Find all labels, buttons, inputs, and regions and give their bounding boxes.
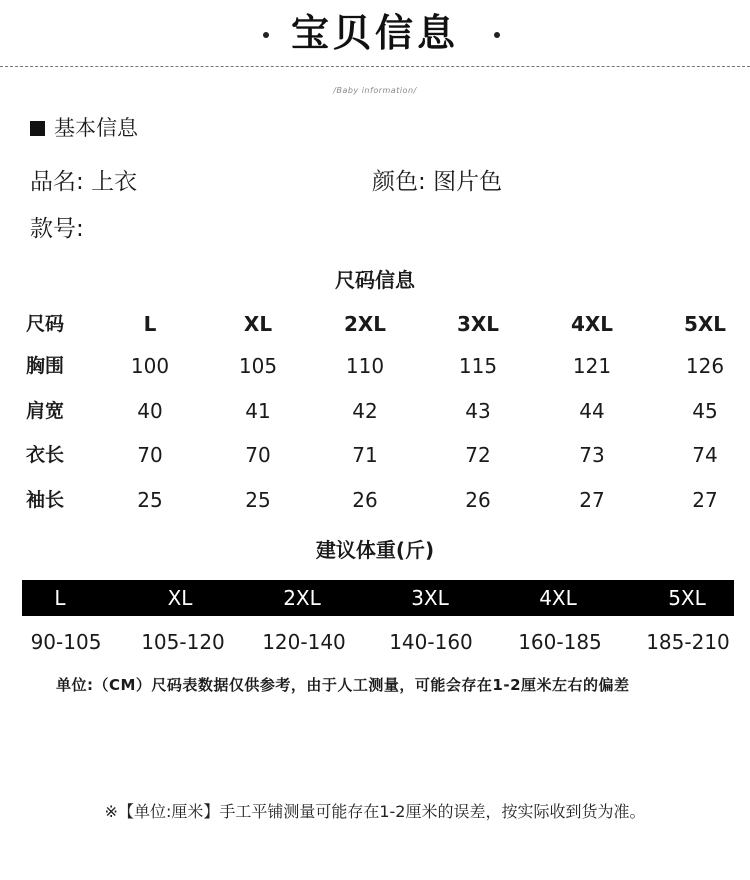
table-cell: 73 xyxy=(579,443,605,467)
row-label: 肩宽 xyxy=(26,400,65,422)
weight-range-cell: 90-105 xyxy=(30,630,102,654)
color-label: 颜色: xyxy=(372,169,426,195)
table-cell: 40 xyxy=(137,399,163,423)
table-row xyxy=(0,482,750,518)
row-label: 胸围 xyxy=(26,355,65,377)
size-header-cell: 5XL xyxy=(683,312,727,336)
table-cell: 45 xyxy=(692,399,718,423)
weight-size-cell: 2XL xyxy=(283,586,321,610)
weight-size-cell: 4XL xyxy=(539,586,577,610)
weight-range-cell: 140-160 xyxy=(389,630,473,654)
square-bullet-icon xyxy=(30,121,45,136)
table-cell: 71 xyxy=(352,443,378,467)
row-label: 衣长 xyxy=(26,444,65,466)
table-row xyxy=(0,348,750,384)
weight-range-cell: 160-185 xyxy=(518,630,602,654)
table-cell: 100 xyxy=(130,354,170,378)
color-value: 图片色 xyxy=(433,169,503,195)
table-row xyxy=(0,437,750,473)
table-cell: 105 xyxy=(238,354,278,378)
size-header-cell: 4XL xyxy=(570,312,614,336)
basic-info-heading-text: 基本信息 xyxy=(54,116,138,140)
weight-size-bar xyxy=(22,580,734,616)
size-header-cell: 2XL xyxy=(343,312,387,336)
table-row xyxy=(0,393,750,429)
weight-range-cell: 105-120 xyxy=(141,630,225,654)
table-cell: 26 xyxy=(352,488,378,512)
header-right-dot xyxy=(494,32,500,38)
page-header xyxy=(0,0,750,66)
table-cell: 44 xyxy=(579,399,605,423)
page-subtitle: /Baby information/ xyxy=(333,86,417,95)
table-cell: 26 xyxy=(465,488,491,512)
row-label: 袖长 xyxy=(26,489,65,511)
table-cell: 74 xyxy=(692,443,718,467)
size-header-cell: L xyxy=(143,312,157,336)
weight-range-row xyxy=(0,624,750,660)
table-cell: 70 xyxy=(137,443,163,467)
unit-note: 单位:（CM）尺码表数据仅供参考，由于人工测量，可能会存在1-2厘米左右的偏差 xyxy=(56,676,630,694)
color-field xyxy=(372,167,502,197)
product-name-label: 品名: xyxy=(30,169,84,195)
table-cell: 42 xyxy=(352,399,378,423)
size-table-header-row xyxy=(0,306,750,342)
weight-section-title: 建议体重(斤) xyxy=(315,538,435,562)
table-cell: 25 xyxy=(245,488,271,512)
product-name-value: 上衣 xyxy=(91,169,138,195)
weight-size-cell: 5XL xyxy=(668,586,706,610)
weight-size-cell: 3XL xyxy=(411,586,449,610)
weight-size-cell: XL xyxy=(167,586,193,610)
basic-info-heading xyxy=(30,114,138,142)
table-cell: 70 xyxy=(245,443,271,467)
style-no-field xyxy=(30,214,84,244)
table-cell: 27 xyxy=(579,488,605,512)
weight-size-cell: L xyxy=(54,586,66,610)
table-cell: 126 xyxy=(685,354,725,378)
table-cell: 115 xyxy=(458,354,498,378)
table-cell: 25 xyxy=(137,488,163,512)
table-cell: 72 xyxy=(465,443,491,467)
size-header-cell: 3XL xyxy=(456,312,500,336)
table-cell: 43 xyxy=(465,399,491,423)
size-header-label: 尺码 xyxy=(26,313,65,335)
header-divider xyxy=(0,66,750,67)
product-name-field xyxy=(30,167,137,197)
size-header-cell: XL xyxy=(243,312,273,336)
table-cell: 121 xyxy=(572,354,612,378)
table-cell: 41 xyxy=(245,399,271,423)
table-cell: 110 xyxy=(345,354,385,378)
table-cell: 27 xyxy=(692,488,718,512)
style-no-label: 款号: xyxy=(30,216,84,242)
page-title: 宝贝信息 xyxy=(290,10,459,55)
size-section-title: 尺码信息 xyxy=(335,268,415,292)
weight-range-cell: 120-140 xyxy=(262,630,346,654)
footer-note: ※【单位:厘米】手工平铺测量可能存在1-2厘米的误差，按实际收到货为准。 xyxy=(104,802,646,821)
weight-range-cell: 185-210 xyxy=(646,630,730,654)
